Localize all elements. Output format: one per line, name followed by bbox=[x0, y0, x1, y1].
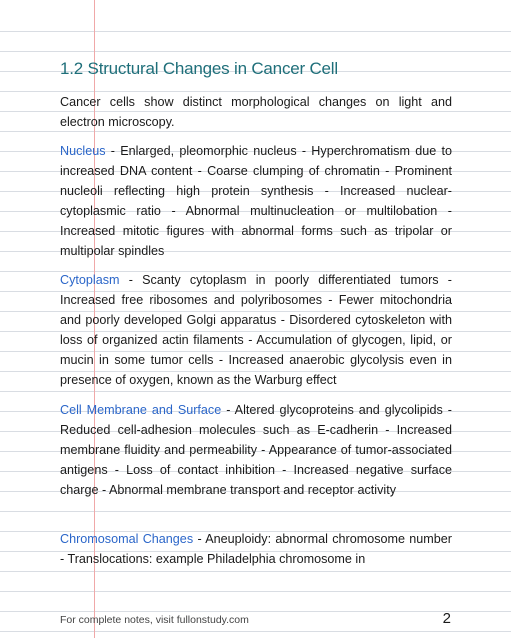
paragraph-cell-membrane bbox=[60, 400, 452, 500]
paragraph-nucleus bbox=[60, 141, 452, 261]
paragraph-cytoplasm-text: - Scanty cytoplasm in poorly differentiated tumors - Increased free ribosomes and polyribosomes - Fewer mitochondria and poorly developed Golgi apparatus - Disordered cytoskeleton with loss of organized actin filaments - Accumulation of glycogen, lipid, or mucin in some tumor cells - Increased anaerobic glycolysis even in presence of oxygen, known as the Warburg effect bbox=[60, 273, 452, 387]
paragraph-chromosomal-changes-text: - Aneuploidy: abnormal chromosome number - Translocations: example Philadelphia chromosome in bbox=[60, 532, 453, 566]
term-cell-membrane: Cell Membrane and Surface bbox=[60, 403, 222, 417]
paragraph-cytoplasm bbox=[60, 270, 452, 390]
term-chromosomal-changes: Chromosomal Changes bbox=[60, 532, 194, 546]
page-number: 2 bbox=[442, 610, 451, 627]
intro-paragraph: Cancer cells show distinct morphological changes on light and electron microscopy. bbox=[60, 95, 452, 129]
section-title: 1.2 Structural Changes in Cancer Cell bbox=[60, 59, 338, 78]
term-cytoplasm: Cytoplasm bbox=[60, 273, 120, 287]
paragraph-chromosomal-changes bbox=[60, 529, 452, 569]
paragraph-cell-membrane-text: - Altered glycoproteins and glycolipids - Reduced cell-adhesion molecules such as E-cadherin - Increased membrane fluidity and permeability - Appearance of tumor-associated antigens - Loss of contact inhibition - Increased negative surface charge - Abnormal membrane transport and receptor activity bbox=[60, 403, 452, 497]
paragraph-nucleus-text: - Enlarged, pleomorphic nucleus - Hyperchromatism due to increased DNA content - Coarse clumping of chromatin - Prominent nucleoli reflecting high protein synthesis - Increased nuclear-cytoplasmic ratio - Abnormal multinucleation or multilobation - Increased mitotic figures with abnormal forms such as tripolar or multipolar spindles bbox=[60, 144, 452, 258]
footer-note: For complete notes, visit fullonstudy.com bbox=[60, 614, 249, 626]
term-nucleus: Nucleus bbox=[60, 144, 106, 158]
